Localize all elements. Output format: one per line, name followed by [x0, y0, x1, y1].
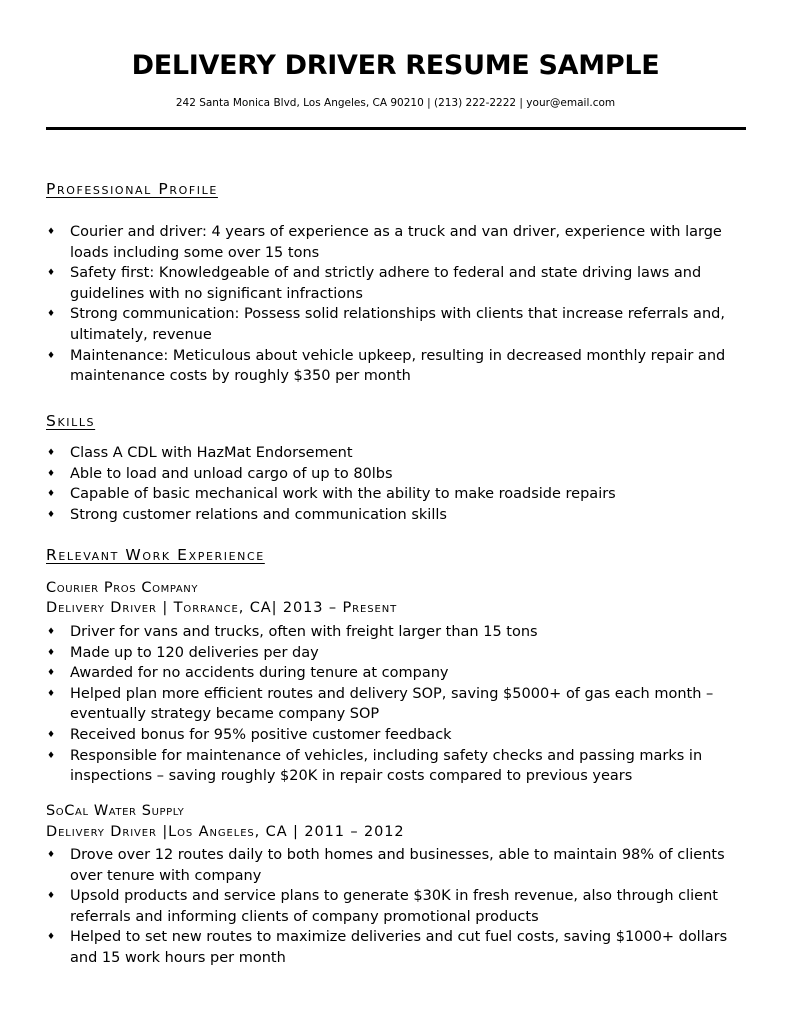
list-item	[46, 464, 746, 485]
list-item	[46, 263, 746, 304]
duty-text: Made up to 120 deliveries per day	[70, 644, 319, 661]
diamond-bullet-icon: ♦	[47, 509, 56, 520]
profile-item-text: : 4 years of experience as a truck and van driver, experience with large loads including some over 15 tons	[70, 224, 722, 261]
profile-item-label: Safety first	[70, 265, 150, 282]
duty-text: Helped plan more efficient routes and delivery SOP, saving $5000+ of gas each month – eventually strategy became company SOP	[70, 685, 714, 723]
section-heading-experience	[46, 546, 265, 564]
duty-text: Helped to set new routes to maximize deliveries and cut fuel costs, saving $1000+ dollars and 15 work hours per month	[70, 929, 728, 966]
diamond-bullet-icon: ♦	[47, 668, 56, 679]
duty-text: Driver for vans and trucks, often with freight larger than 15 tons	[70, 624, 538, 640]
list-item	[46, 643, 746, 664]
list-item	[46, 622, 746, 643]
list-item	[46, 443, 746, 464]
profile-item-text: : Knowledgeable of and strictly adhere to federal and state driving laws and guidelines with no significant infractions	[70, 265, 702, 302]
diamond-bullet-icon: ♦	[47, 891, 56, 902]
header-divider	[46, 127, 746, 130]
list-item	[46, 222, 746, 263]
section-heading-label: Skills	[46, 412, 96, 430]
diamond-bullet-icon: ♦	[47, 468, 56, 479]
skill-text: Able to load and unload cargo of up to 80lbs	[70, 465, 393, 482]
diamond-bullet-icon: ♦	[47, 688, 56, 699]
job-role: Delivery Driver |Los Angeles, CA | 2011 – 2012	[46, 824, 405, 840]
profile-item-text: : Meticulous about vehicle upkeep, resulting in decreased monthly repair and maintenance costs by roughly $350 per month	[70, 347, 726, 385]
skill-text: Strong customer relations and communication skills	[70, 506, 447, 523]
resume-title: DELIVERY DRIVER RESUME SAMPLE	[131, 50, 660, 81]
diamond-bullet-icon: ♦	[47, 309, 56, 320]
list-item	[46, 927, 746, 968]
profile-item-text: : Possess solid relationships with clients that increase referrals and, ultimately, revenue	[70, 306, 725, 343]
profile-item-label: Courier and driver	[70, 224, 202, 240]
job-role: Delivery Driver | Torrance, CA| 2013 – Present	[46, 600, 398, 616]
profile-item-label: Strong communication	[70, 306, 235, 323]
job-duties-list	[46, 622, 746, 787]
section-heading-label: Relevant Work Experience	[46, 546, 265, 564]
profile-list	[46, 222, 746, 387]
list-item	[46, 663, 746, 684]
list-item	[46, 886, 746, 927]
list-item	[46, 845, 746, 886]
section-heading-label: Professional Profile	[46, 180, 218, 198]
skill-text: Capable of basic mechanical work with the ability to make roadside repairs	[70, 486, 616, 503]
list-item	[46, 304, 746, 345]
diamond-bullet-icon: ♦	[47, 489, 56, 500]
diamond-bullet-icon: ♦	[47, 268, 56, 279]
job-company: SoCal Water Supply	[46, 803, 185, 819]
duty-text: Awarded for no accidents during tenure at company	[70, 665, 449, 682]
diamond-bullet-icon: ♦	[47, 627, 56, 637]
list-item	[46, 684, 746, 725]
job-company: Courier Pros Company	[46, 580, 199, 596]
contact-line: 242 Santa Monica Blvd, Los Angeles, CA 90210 | (213) 222-2222 | your@email.com	[175, 97, 616, 109]
diamond-bullet-icon: ♦	[47, 932, 56, 943]
duty-text: Drove over 12 routes daily to both homes and businesses, able to maintain 98% of clients over tenure with company	[70, 847, 725, 884]
diamond-bullet-icon: ♦	[47, 729, 56, 740]
duty-text: Received bonus for 95% positive customer feedback	[70, 726, 452, 743]
list-item	[46, 725, 746, 746]
duty-text: Upsold products and service plans to generate $30K in fresh revenue, also through client referrals and informing clients of company promotional products	[70, 888, 718, 925]
diamond-bullet-icon: ♦	[47, 647, 56, 658]
skills-list	[46, 443, 746, 525]
list-item	[46, 346, 746, 387]
diamond-bullet-icon: ♦	[47, 850, 56, 860]
section-heading-skills	[46, 412, 95, 430]
list-item	[46, 505, 746, 526]
skill-text: Class A CDL with HazMat Endorsement	[70, 445, 353, 461]
diamond-bullet-icon: ♦	[47, 227, 56, 237]
job-duties-list	[46, 845, 746, 969]
profile-item-label: Maintenance	[70, 347, 164, 364]
duty-text: Responsible for maintenance of vehicles, including safety checks and passing marks in inspections – saving roughly $20K in repair costs compared to previous years	[70, 747, 703, 785]
section-heading-profile	[46, 180, 218, 198]
diamond-bullet-icon: ♦	[47, 750, 56, 761]
diamond-bullet-icon: ♦	[47, 350, 56, 361]
diamond-bullet-icon: ♦	[47, 448, 56, 458]
list-item	[46, 484, 746, 505]
list-item	[46, 746, 746, 787]
